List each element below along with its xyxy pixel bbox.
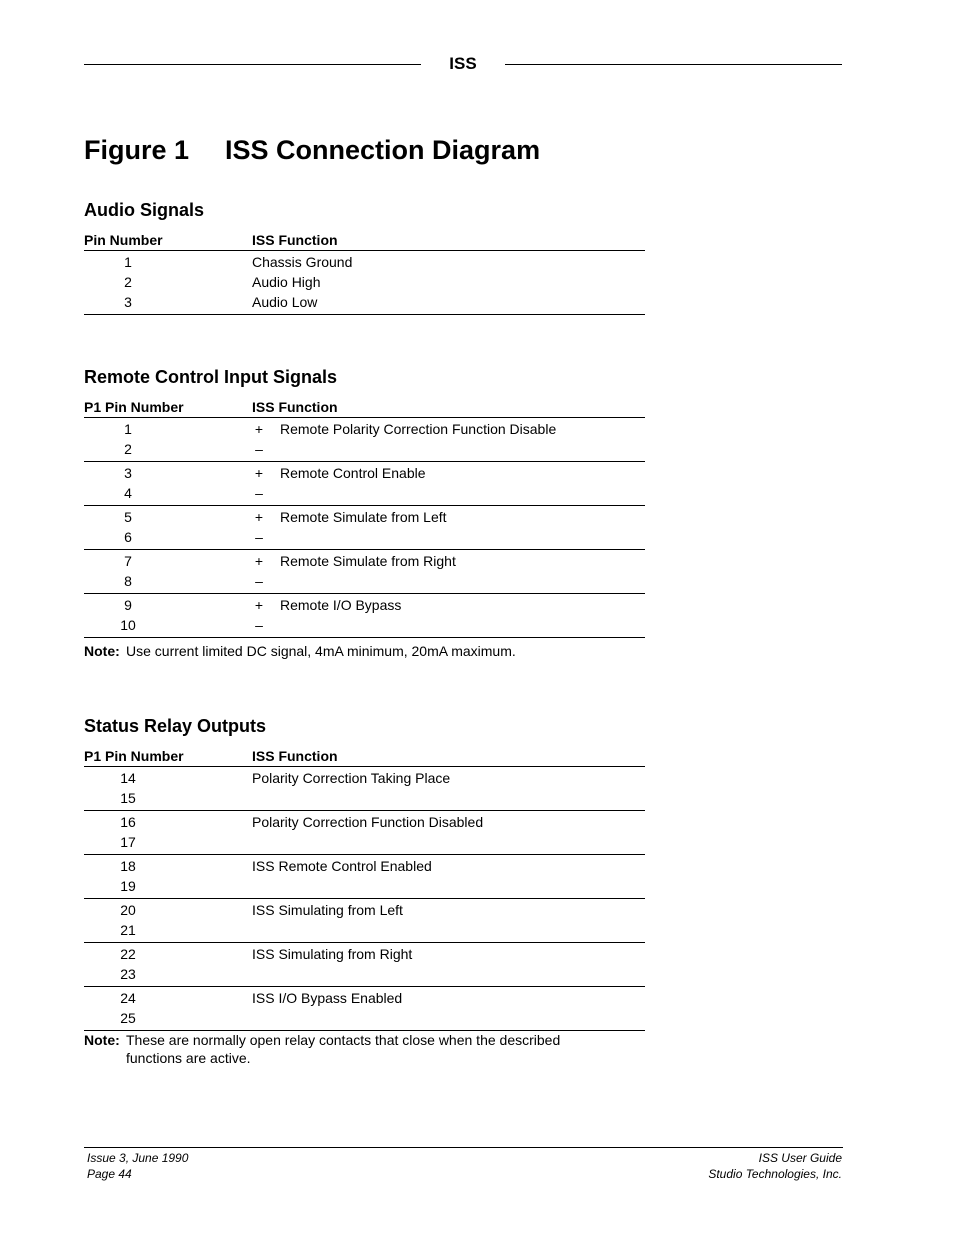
table-header [84,746,645,767]
header-rule-right [505,64,842,65]
plus-sign: + [254,421,264,437]
section-title: Status Relay Outputs [84,716,267,736]
header-title: ISS [449,54,477,73]
footer-guide: ISS User Guide [758,1151,842,1165]
pin-function: Remote Control Enable [280,465,426,481]
column-header-pin: Pin Number [84,232,163,248]
pin-number: 24 [120,990,136,1006]
note-text-line-1: These are normally open relay contacts that close when the described [126,1032,561,1048]
table-group [84,550,645,594]
minus-sign: – [255,529,263,545]
note-text: Use current limited DC signal, 4mA minimum, 20mA maximum. [126,643,516,659]
column-header-pin: P1 Pin Number [84,399,184,415]
table-row [84,439,645,459]
pin-function: Polarity Correction Function Disabled [252,814,484,830]
pin-number: 2 [124,441,132,457]
table-row [84,988,645,1008]
table-group [84,462,645,506]
footer-issue: Issue 3, June 1990 [87,1151,189,1165]
footer-rule [84,1147,843,1148]
table-row [84,483,645,503]
pin-number: 1 [124,254,132,270]
table-row [84,272,645,292]
table-row [84,856,645,876]
table-group [84,767,645,811]
table-row [84,920,645,940]
remote-note [84,642,516,660]
pin-function: ISS Simulating from Left [252,902,403,918]
table-row [84,419,645,439]
minus-sign: – [255,573,263,589]
plus-sign: + [254,597,264,613]
figure-title [84,135,540,166]
table-group [84,899,645,943]
pin-number: 22 [120,946,136,962]
table-row [84,595,645,615]
pin-function: Audio High [252,274,321,290]
minus-sign: – [255,485,263,501]
note-text-line-2: functions are active. [126,1050,251,1066]
plus-sign: + [254,553,264,569]
pin-number: 23 [120,966,136,982]
pin-function: Remote Simulate from Left [280,509,447,525]
pin-number: 17 [120,834,136,850]
pin-number: 10 [120,617,136,633]
table-row [84,527,645,547]
pin-number: 3 [124,294,132,310]
pin-number: 4 [124,485,132,501]
table-row [84,571,645,591]
table-row [84,900,645,920]
figure-caption: ISS Connection Diagram [225,135,541,165]
table-group [84,594,645,638]
table-group [84,987,645,1031]
pin-number: 21 [120,922,136,938]
table-header [84,397,645,418]
table-group [84,251,645,315]
table-row [84,551,645,571]
status-relay-section [84,715,645,1031]
figure-number: Figure 1 [84,135,190,165]
footer-company: Studio Technologies, Inc. [708,1167,842,1181]
pin-function: Remote Simulate from Right [280,553,456,569]
minus-sign: – [255,441,263,457]
table-row [84,876,645,896]
footer-left [87,1150,188,1182]
table-row [84,615,645,635]
pin-function: ISS Simulating from Right [252,946,413,962]
table-row [84,812,645,832]
plus-sign: + [254,465,264,481]
pin-number: 20 [120,902,136,918]
column-header-function: ISS Function [252,399,338,415]
note-label: Note: [84,1032,120,1048]
table-row [84,1008,645,1028]
pin-function: Polarity Correction Taking Place [252,770,451,786]
table-row [84,768,645,788]
plus-sign: + [254,509,264,525]
pin-function: Chassis Ground [252,254,353,270]
pin-number: 18 [120,858,136,874]
pin-number: 7 [124,553,132,569]
section-title: Audio Signals [84,200,205,220]
header-rule-left [84,64,421,65]
pin-number: 2 [124,274,132,290]
pin-function: Remote I/O Bypass [280,597,402,613]
table-row [84,507,645,527]
table-row [84,463,645,483]
note-label: Note: [84,643,120,659]
table-group [84,943,645,987]
footer-right [708,1150,842,1182]
footer-page: Page 44 [87,1167,132,1181]
pin-number: 3 [124,465,132,481]
table-header [84,230,645,251]
pin-number: 5 [124,509,132,525]
pin-number: 14 [120,770,136,786]
pin-number: 9 [124,597,132,613]
column-header-function: ISS Function [252,748,338,764]
pin-number: 1 [124,421,132,437]
section-title: Remote Control Input Signals [84,367,338,387]
pin-number: 25 [120,1010,136,1026]
table-row [84,832,645,852]
pin-number: 6 [124,529,132,545]
status-note [84,1031,560,1067]
table-row [84,944,645,964]
pin-number: 8 [124,573,132,589]
table-group [84,811,645,855]
table-group [84,506,645,550]
pin-number: 16 [120,814,136,830]
remote-control-section [84,366,645,638]
pin-function: ISS Remote Control Enabled [252,858,432,874]
pin-function: Audio Low [252,294,318,310]
column-header-function: ISS Function [252,232,338,248]
pin-number: 19 [120,878,136,894]
table-row [84,788,645,808]
table-group [84,418,645,462]
minus-sign: – [255,617,263,633]
table-group [84,855,645,899]
table-row [84,252,645,272]
pin-number: 15 [120,790,136,806]
pin-function: ISS I/O Bypass Enabled [252,990,403,1006]
table-row [84,292,645,312]
pin-function: Remote Polarity Correction Function Disable [280,421,557,437]
table-row [84,964,645,984]
audio-signals-section [84,199,645,315]
column-header-pin: P1 Pin Number [84,748,184,764]
